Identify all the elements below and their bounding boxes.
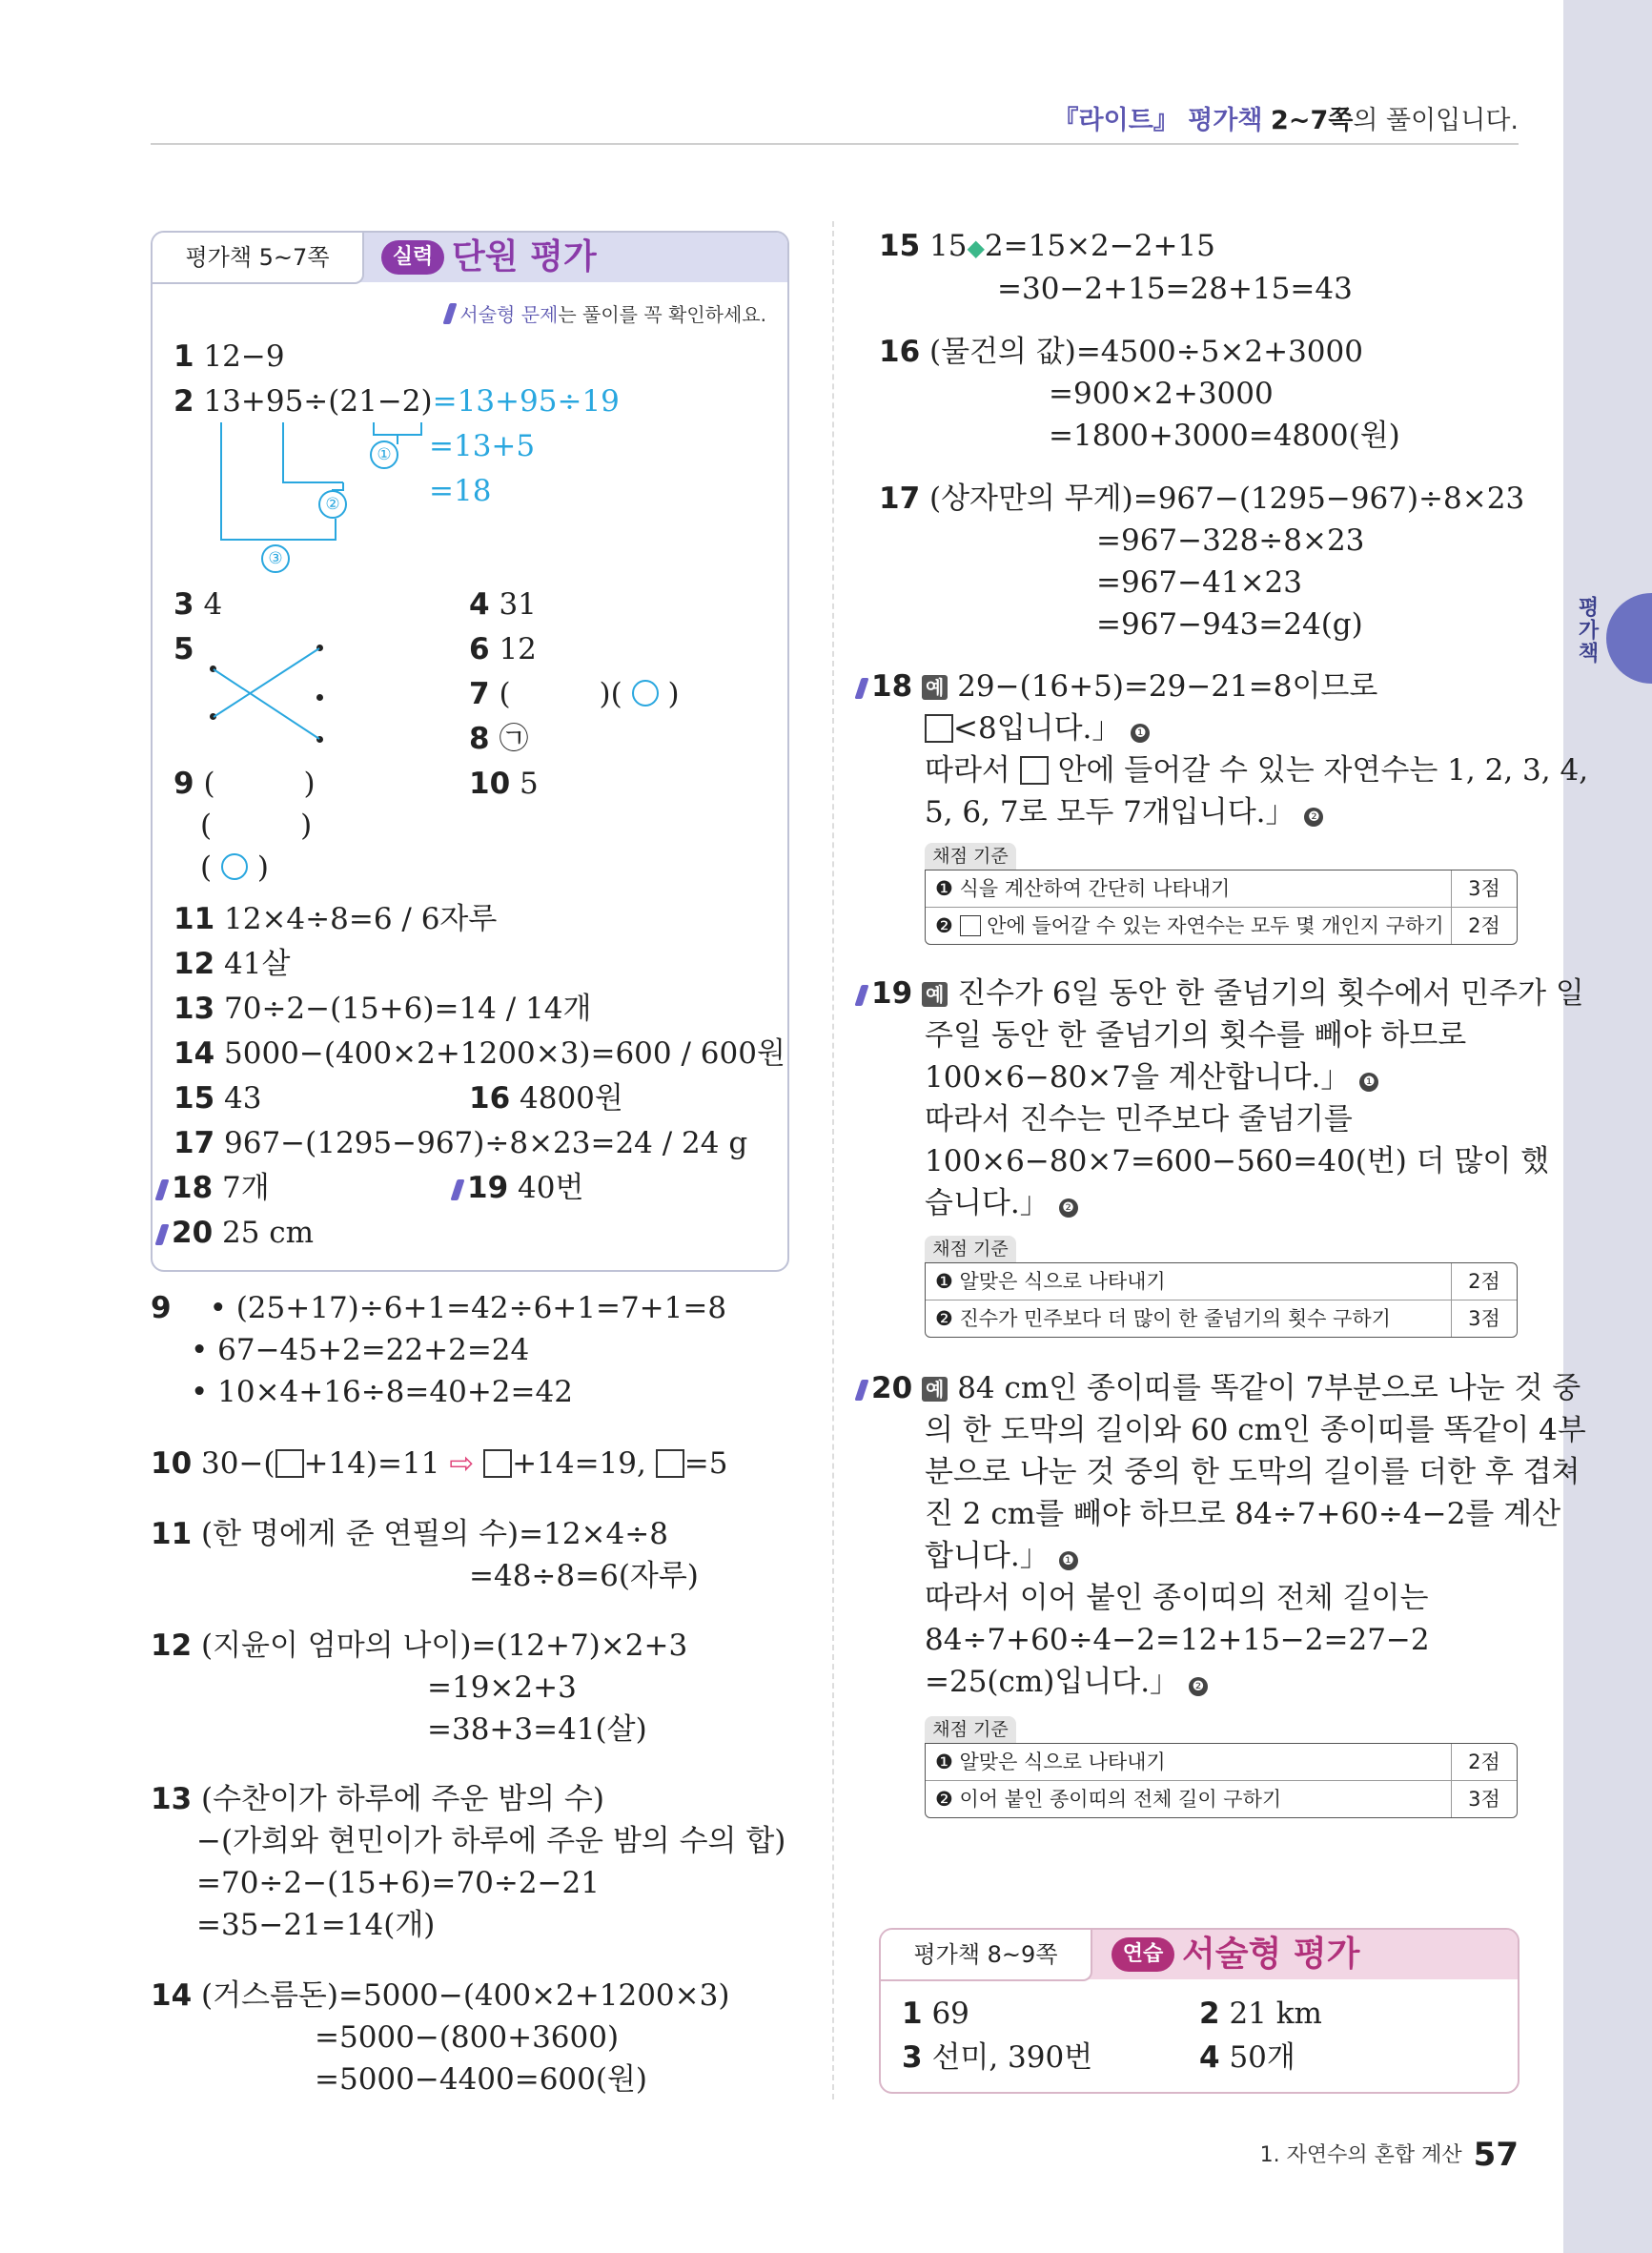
grading-row xyxy=(926,908,1517,944)
grading-score: 2점 xyxy=(1451,1744,1517,1780)
solution-13-line3: =70÷2−(15+6)=70÷2−21 xyxy=(196,1866,600,1900)
order-marker-3: ③ xyxy=(261,544,290,573)
step-marker: ❷ xyxy=(1059,1198,1078,1218)
paren-open: ( xyxy=(610,677,622,711)
pill-badge: 실력 xyxy=(381,240,444,275)
solution-19-line2: 주일 동안 한 줄넘기의 횟수를 빼야 하므로 xyxy=(925,1018,1467,1053)
grading-row xyxy=(926,1744,1517,1781)
answer-text: 25 cm xyxy=(222,1216,315,1250)
grading-score: 2점 xyxy=(1451,908,1517,944)
solution-text: 안에 들어갈 수 있는 자연수는 1, 2, 3, 4, xyxy=(1057,753,1589,788)
solution-part: +14)=11 xyxy=(303,1446,440,1481)
answer-text: 967−(1295−967)÷8×23=24 / 24 g xyxy=(224,1126,748,1160)
header-pages: 2~7쪽 xyxy=(1271,106,1354,135)
answer-text: 5 xyxy=(520,767,539,801)
grading-table-20 xyxy=(925,1716,1518,1819)
grading-score: 3점 xyxy=(1451,1781,1517,1817)
header-rule xyxy=(151,143,1519,145)
pen-icon xyxy=(154,1179,169,1200)
essay-answer-1 xyxy=(902,1995,969,2033)
solution-13-line2: −(가희와 현민이가 하루에 주운 밤의 수의 합) xyxy=(196,1824,786,1858)
arrow-icon: ⇨ xyxy=(449,1446,475,1481)
solution-9 xyxy=(151,1289,726,1327)
diamond-icon: ◆ xyxy=(967,235,985,261)
solution-16-line2: =900×2+3000 xyxy=(1049,377,1274,411)
answer-text: 41살 xyxy=(224,947,291,981)
answer-num: 8 xyxy=(469,722,490,756)
answer-num: 1 xyxy=(173,339,194,374)
solution-12-line2: =19×2+3 xyxy=(427,1670,577,1705)
grading-table-18 xyxy=(925,843,1518,946)
answer-text: 12×4÷8=6 / 6자루 xyxy=(224,902,498,936)
box-title: 서술형 평가 xyxy=(1182,1935,1360,1974)
pen-icon xyxy=(854,678,868,699)
answer-text: 7개 xyxy=(222,1171,270,1205)
blank-box xyxy=(483,1449,512,1478)
answer-num: 6 xyxy=(469,632,490,666)
grading-score: 3점 xyxy=(1451,870,1517,907)
solution-11-line2: =48÷8=6(자루) xyxy=(469,1559,699,1593)
answer-text: 43 xyxy=(224,1081,262,1116)
grading-label: 채점 기준 xyxy=(925,1716,1016,1743)
grading-table-19 xyxy=(925,1236,1518,1339)
box-tab: 평가책 8~9쪽 xyxy=(881,1930,1092,1981)
answer-text: 69 xyxy=(931,1997,969,2031)
circle-mark xyxy=(632,680,659,707)
solution-14-line2: =5000−(800+3600) xyxy=(315,2020,620,2055)
blank-box xyxy=(925,714,953,743)
essay-test-box xyxy=(879,1928,1519,2094)
answer-num: 4 xyxy=(469,587,490,622)
solution-17-line2: =967−328÷8×23 xyxy=(1096,523,1365,558)
solution-line: (지윤이 엄마의 나이)=(12+7)×2+3 xyxy=(201,1628,688,1663)
answer-num: 2 xyxy=(1199,1997,1220,2031)
unit-test-box xyxy=(151,231,789,1272)
solution-20-line7: 84÷7+60÷4−2=12+15−2=27−2 xyxy=(925,1623,1430,1657)
step-marker: ❷ xyxy=(1304,808,1323,827)
answer-text: 21 km xyxy=(1229,1997,1322,2031)
solution-num: 15 xyxy=(879,229,921,263)
solution-20-line8 xyxy=(925,1663,1208,1701)
essay-answer-2 xyxy=(1199,1995,1322,2033)
answer-9-line3 xyxy=(200,849,269,887)
solution-num: 12 xyxy=(151,1628,193,1663)
pen-icon xyxy=(450,1179,464,1200)
answer-16 xyxy=(469,1079,623,1117)
answer-text: 5000−(400×2+1200×3)=600 / 600원 xyxy=(224,1036,785,1071)
answer-11 xyxy=(173,900,497,938)
answer-num: 17 xyxy=(173,1126,215,1160)
solution-19-line5: 100×6−80×7=600−560=40(번) 더 많이 했 xyxy=(925,1144,1550,1178)
answer-step-2: =13+5 xyxy=(429,429,536,463)
solution-9-line3: • 10×4+16÷8=40+2=42 xyxy=(191,1375,573,1409)
answer-text: 31 xyxy=(499,587,537,622)
circle-mark xyxy=(221,853,248,880)
grading-text: ❶ 알맞은 식으로 나타내기 xyxy=(935,1270,1166,1293)
answer-num: 19 xyxy=(467,1171,509,1205)
step-marker: ❶ xyxy=(1359,1073,1378,1092)
solution-15 xyxy=(879,227,1215,267)
solution-9-line2: • 67−45+2=22+2=24 xyxy=(191,1333,530,1367)
answer-num: 3 xyxy=(902,2040,923,2075)
solution-19 xyxy=(858,974,1584,1013)
solution-num: 13 xyxy=(151,1782,193,1816)
solution-line: • (25+17)÷6+1=42÷6+1=7+1=8 xyxy=(209,1291,727,1325)
answer-18 xyxy=(158,1169,270,1207)
solution-text: =25(cm)입니다.」 xyxy=(925,1665,1180,1699)
solution-num: 10 xyxy=(151,1446,193,1481)
solution-part: =5 xyxy=(683,1446,728,1481)
answer-step-1: =13+95÷19 xyxy=(432,384,620,419)
solution-15-line2: =30−2+15=28+15=43 xyxy=(997,272,1353,306)
solution-line: 29−(16+5)=29−21=8이므로 xyxy=(957,669,1378,704)
solution-20-line2: 의 한 도막의 길이와 60 cm인 종이띠를 똑같이 4부 xyxy=(925,1413,1586,1447)
answer-10 xyxy=(469,765,539,803)
answer-num: 4 xyxy=(1199,2040,1220,2075)
answer-num: 1 xyxy=(902,1997,923,2031)
step-marker: ❶ xyxy=(1131,724,1150,743)
hint-bold: 서술형 문제 xyxy=(459,303,559,326)
example-badge: 예 xyxy=(922,675,948,700)
answer-text: ㉠ xyxy=(499,722,529,756)
grading-rows xyxy=(925,1743,1518,1818)
solution-20 xyxy=(858,1369,1581,1407)
answer-num: 14 xyxy=(173,1036,215,1071)
solution-12-line3: =38+3=41(살) xyxy=(427,1712,647,1747)
grading-score: 3점 xyxy=(1451,1301,1517,1337)
example-badge: 예 xyxy=(922,1377,948,1402)
grading-row xyxy=(926,1263,1517,1301)
answer-text: 12 xyxy=(499,632,537,666)
grading-rows xyxy=(925,870,1518,945)
essay-answer-3 xyxy=(902,2038,1092,2077)
paren-open: ( xyxy=(200,850,213,885)
solution-20-line3: 분으로 나눈 것 중의 한 도막의 길이를 더한 후 겹쳐 xyxy=(925,1455,1581,1489)
solution-17-line4: =967−943=24(g) xyxy=(1096,607,1363,642)
answer-num: 18 xyxy=(172,1171,214,1205)
grading-rows xyxy=(925,1262,1518,1338)
solution-18 xyxy=(858,667,1377,706)
solution-19-line4: 따라서 진수는 민주보다 줄넘기를 xyxy=(925,1102,1353,1137)
answer-19 xyxy=(454,1169,583,1207)
box-title: 단원 평가 xyxy=(452,237,597,277)
solution-num: 20 xyxy=(871,1371,913,1405)
paren-close: ) xyxy=(256,850,269,885)
answer-13 xyxy=(173,990,591,1028)
solution-part: 30−( xyxy=(201,1446,275,1481)
solution-num: 18 xyxy=(871,669,913,704)
answer-text: 선미, 390번 xyxy=(931,2040,1093,2075)
blank-box xyxy=(656,1449,684,1478)
answer-num: 3 xyxy=(173,587,194,622)
answer-num: 20 xyxy=(172,1216,214,1250)
solution-part: 15 xyxy=(929,229,968,263)
answer-text: 50개 xyxy=(1229,2040,1295,2075)
solution-num: 14 xyxy=(151,1978,193,2013)
answer-17 xyxy=(173,1124,747,1162)
hint-rest: 는 풀이를 꼭 확인하세요. xyxy=(558,303,766,326)
answer-7 xyxy=(469,675,680,713)
solution-part: 2=15×2−2+15 xyxy=(984,229,1215,263)
solution-num: 16 xyxy=(879,335,921,369)
solution-12 xyxy=(151,1627,687,1665)
answer-num: 12 xyxy=(173,947,215,981)
side-tab-label: 평가책 xyxy=(1575,596,1599,665)
solution-18-line2 xyxy=(925,709,1150,748)
solution-num: 19 xyxy=(871,976,913,1011)
answer-6 xyxy=(469,630,537,668)
answer-num: 7 xyxy=(469,677,490,711)
answer-num: 16 xyxy=(469,1081,511,1116)
answer-num: 9 xyxy=(173,767,194,801)
order-marker-2: ② xyxy=(318,490,347,519)
step-marker: ❶ xyxy=(1059,1551,1078,1570)
solution-num: 11 xyxy=(151,1517,193,1551)
grading-row xyxy=(926,1781,1517,1817)
pen-icon xyxy=(854,1380,868,1401)
solution-19-line6 xyxy=(925,1184,1078,1222)
blank-box xyxy=(275,1449,304,1478)
solution-19-line3 xyxy=(925,1058,1378,1096)
column-divider xyxy=(832,221,834,2099)
answer-text: 40번 xyxy=(518,1171,584,1205)
solution-16 xyxy=(879,333,1363,371)
answer-num: 13 xyxy=(173,992,215,1026)
solution-text: <8입니다.」 xyxy=(953,711,1122,746)
answer-15 xyxy=(173,1079,261,1117)
paren-close: ) xyxy=(667,677,680,711)
solution-line: 진수가 6일 동안 한 줄넘기의 횟수에서 민주가 일 xyxy=(957,976,1584,1011)
solution-13 xyxy=(151,1780,604,1818)
essay-answer-4 xyxy=(1199,2038,1295,2077)
answer-text: 4 xyxy=(203,587,223,622)
answer-9-line2: ( ) xyxy=(200,809,313,843)
grading-text xyxy=(935,908,1444,944)
grading-text: ❶ 식을 계산하여 간단히 나타내기 xyxy=(935,877,1231,900)
answer-num: 15 xyxy=(173,1081,215,1116)
solution-line: 84 cm인 종이띠를 똑같이 7부분으로 나눈 것 중 xyxy=(957,1371,1581,1405)
solution-13-line4: =35−21=14(개) xyxy=(196,1908,436,1942)
solution-14-line3: =5000−4400=600(원) xyxy=(315,2062,648,2097)
solution-text: 5, 6, 7로 모두 7개입니다.」 xyxy=(925,795,1295,830)
solution-num: 17 xyxy=(879,481,921,516)
grading-label: 채점 기준 xyxy=(925,1236,1016,1262)
answer-20 xyxy=(158,1214,314,1252)
example-badge: 예 xyxy=(922,982,948,1007)
solution-11 xyxy=(151,1515,668,1553)
pen-icon xyxy=(854,985,868,1006)
grading-text: ❶ 알맞은 식으로 나타내기 xyxy=(935,1751,1166,1773)
order-marker-1: ① xyxy=(370,440,398,469)
grading-marker: ❷ xyxy=(935,914,953,937)
grading-row xyxy=(926,870,1517,908)
solution-text: 따라서 xyxy=(925,753,1010,788)
solution-20-line6: 따라서 이어 붙인 종이띠의 전체 길이는 xyxy=(925,1581,1429,1615)
solution-10 xyxy=(151,1444,727,1483)
page-number: 57 xyxy=(1473,2136,1519,2174)
solution-20-line4: 진 2 cm를 빼야 하므로 84÷7+60÷4−2를 계산 xyxy=(925,1497,1561,1531)
solution-line: (한 명에게 준 연필의 수)=12×4÷8 xyxy=(201,1517,668,1551)
blank-box xyxy=(1020,756,1049,785)
answer-step-3: =18 xyxy=(429,474,492,508)
pen-icon xyxy=(154,1224,169,1245)
answer-expr: 13+95÷(21−2) xyxy=(203,384,433,419)
solution-14 xyxy=(151,1976,729,2015)
grading-score: 2점 xyxy=(1451,1263,1517,1300)
answer-num: 2 xyxy=(173,384,194,419)
solution-20-line5 xyxy=(925,1537,1078,1575)
grading-text-rest: 안에 들어갈 수 있는 자연수는 모두 몇 개인지 구하기 xyxy=(987,914,1444,937)
solution-text: 100×6−80×7을 계산합니다.」 xyxy=(925,1060,1351,1095)
page-footer xyxy=(1260,2136,1519,2174)
grading-label: 채점 기준 xyxy=(925,843,1016,870)
solution-line: (물건의 값)=4500÷5×2+3000 xyxy=(929,335,1363,369)
answer-text: 4800원 xyxy=(520,1081,623,1116)
grading-text: ❷ 이어 붙인 종이띠의 전체 길이 구하기 xyxy=(935,1788,1282,1811)
answer-14 xyxy=(173,1034,785,1073)
grading-text: ❷ 진수가 민주보다 더 많이 한 줄넘기의 횟수 구하기 xyxy=(935,1307,1391,1330)
header-suffix: 의 풀이입니다. xyxy=(1353,106,1519,135)
paren-empty: ( ) xyxy=(499,677,611,711)
answer-num: 11 xyxy=(173,902,215,936)
answer-text: 70÷2−(15+6)=14 / 14개 xyxy=(224,992,592,1026)
grading-row xyxy=(926,1301,1517,1337)
solution-line: (거스름돈)=5000−(400×2+1200×3) xyxy=(201,1978,730,2013)
box-tab: 평가책 5~7쪽 xyxy=(153,233,364,284)
solution-part: +14=19, xyxy=(512,1446,646,1481)
page-header xyxy=(1053,99,1519,136)
side-strip xyxy=(1563,0,1652,2253)
solution-text: 습니다.」 xyxy=(925,1186,1050,1220)
solution-17-line3: =967−41×23 xyxy=(1096,565,1302,600)
answer-9 xyxy=(173,765,316,803)
step-marker: ❷ xyxy=(1189,1677,1208,1696)
solution-line: (상자만의 무게)=967−(1295−967)÷8×23 xyxy=(929,481,1525,516)
paren-1: ( ) xyxy=(203,767,316,801)
solution-num: 9 xyxy=(151,1291,172,1325)
solution-18-line4 xyxy=(925,793,1323,831)
solution-18-line3 xyxy=(925,751,1588,789)
blank-box xyxy=(960,915,981,936)
answer-text: 12−9 xyxy=(203,339,285,374)
solution-16-line3: =1800+3000=4800(원) xyxy=(1049,419,1400,453)
pill-badge: 연습 xyxy=(1112,1937,1174,1972)
answer-num: 10 xyxy=(469,767,511,801)
answer-12 xyxy=(173,945,290,983)
footer-chapter: 1. 자연수의 혼합 계산 xyxy=(1259,2143,1462,2167)
answer-num: 5 xyxy=(173,632,194,666)
solution-line: (수찬이가 하루에 주운 밤의 수) xyxy=(201,1782,604,1816)
solution-17 xyxy=(879,480,1524,518)
solution-text: 합니다.」 xyxy=(925,1539,1050,1573)
answer-8 xyxy=(469,720,528,758)
header-book: 『라이트』 평가책 xyxy=(1052,106,1263,135)
